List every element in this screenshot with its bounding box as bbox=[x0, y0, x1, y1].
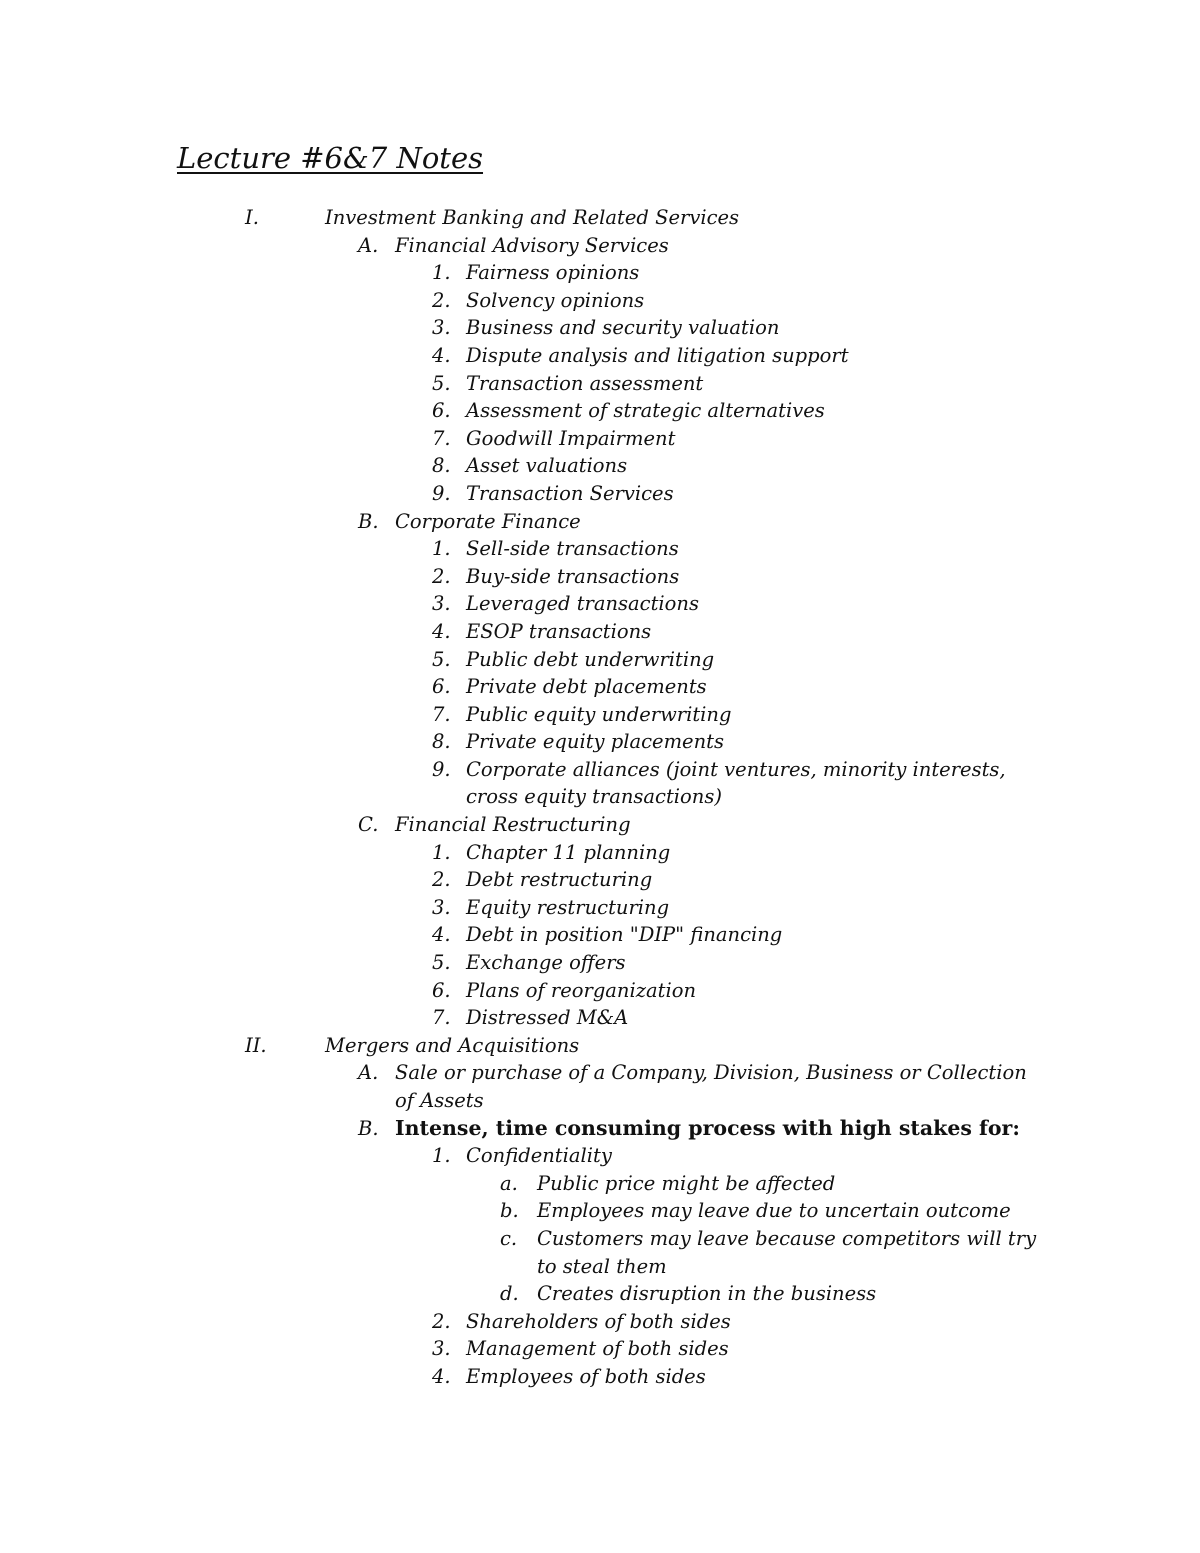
outline-item-level-3 bbox=[0, 1142, 1200, 1170]
outline-text: Sale or purchase of a Company, Division, Business or Collection bbox=[395, 1061, 1027, 1085]
outline-item-level-3 bbox=[0, 728, 1200, 756]
outline-marker: 9. bbox=[432, 481, 451, 505]
outline-text: Shareholders of both sides bbox=[466, 1309, 731, 1333]
outline-item-level-4 bbox=[0, 1225, 1200, 1253]
outline-text: Intense, time consuming process with high stakes for: bbox=[395, 1115, 1020, 1140]
outline-marker: 2. bbox=[432, 1309, 451, 1333]
outline-text: Leveraged transactions bbox=[466, 592, 699, 616]
outline-item-level-1 bbox=[0, 1032, 1200, 1060]
outline-marker: a. bbox=[500, 1171, 518, 1195]
outline-marker: B. bbox=[358, 1116, 379, 1140]
outline-item-level-4 bbox=[0, 1280, 1200, 1308]
outline-text: of Assets bbox=[395, 1089, 484, 1112]
outline-marker: A. bbox=[358, 233, 379, 257]
outline-marker: d. bbox=[500, 1282, 519, 1306]
outline-text: Transaction Services bbox=[466, 481, 674, 505]
outline-list bbox=[0, 204, 1200, 1391]
outline-text: Creates disruption in the business bbox=[537, 1282, 877, 1306]
outline-item-level-3 bbox=[0, 701, 1200, 729]
outline-text: Exchange offers bbox=[466, 951, 626, 975]
outline-item-level-3 bbox=[0, 1363, 1200, 1391]
outline-text: Assessment of strategic alternatives bbox=[466, 399, 825, 423]
outline-item-level-3 bbox=[0, 866, 1200, 894]
outline-text: Debt in position "DIP" financing bbox=[466, 923, 783, 947]
page-title: Lecture #6&7 Notes bbox=[177, 141, 484, 175]
outline-text: Customers may leave because competitors will try bbox=[537, 1226, 1037, 1250]
outline-marker: 1. bbox=[432, 1144, 451, 1168]
outline-item-level-3 bbox=[0, 480, 1200, 508]
outline-marker: 8. bbox=[432, 454, 451, 478]
outline-item-level-4 bbox=[0, 1253, 1200, 1281]
outline-item-level-3 bbox=[0, 1308, 1200, 1336]
outline-item-level-2 bbox=[0, 1087, 1200, 1115]
outline-marker: 5. bbox=[432, 371, 451, 395]
outline-text: Goodwill Impairment bbox=[466, 426, 676, 450]
outline-item-level-3 bbox=[0, 1004, 1200, 1032]
outline-text: Solvency opinions bbox=[466, 288, 645, 312]
outline-item-level-3 bbox=[0, 783, 1200, 811]
outline-item-level-2 bbox=[0, 232, 1200, 260]
outline-marker: 3. bbox=[432, 316, 451, 340]
outline-item-level-3 bbox=[0, 342, 1200, 370]
outline-marker: 2. bbox=[432, 564, 451, 588]
outline-text: Employees of both sides bbox=[466, 1364, 706, 1388]
outline-item-level-2 bbox=[0, 508, 1200, 536]
outline-text: Financial Advisory Services bbox=[395, 233, 669, 257]
outline-marker: c. bbox=[500, 1226, 518, 1250]
outline-text: Transaction assessment bbox=[466, 371, 704, 395]
outline-marker: 8. bbox=[432, 730, 451, 754]
outline-marker: 1. bbox=[432, 840, 451, 864]
outline-text: Sell-side transactions bbox=[466, 537, 679, 561]
outline-marker: 9. bbox=[432, 757, 451, 781]
outline-text: Equity restructuring bbox=[466, 895, 670, 919]
outline-marker: 4. bbox=[432, 619, 451, 643]
outline-text: Management of both sides bbox=[466, 1337, 729, 1361]
outline-marker: 2. bbox=[432, 288, 451, 312]
outline-item-level-3 bbox=[0, 425, 1200, 453]
outline-item-level-3 bbox=[0, 259, 1200, 287]
outline-text: Plans of reorganization bbox=[466, 978, 697, 1002]
outline-item-level-2 bbox=[0, 1059, 1200, 1087]
outline-marker: 7. bbox=[432, 426, 451, 450]
outline-item-level-3 bbox=[0, 1335, 1200, 1363]
outline-marker: 3. bbox=[432, 895, 451, 919]
outline-item-level-2 bbox=[0, 1115, 1200, 1143]
outline-marker: 6. bbox=[432, 978, 451, 1002]
outline-marker: 1. bbox=[432, 537, 451, 561]
outline-item-level-3 bbox=[0, 673, 1200, 701]
outline-text: Dispute analysis and litigation support bbox=[466, 343, 849, 367]
outline-item-level-3 bbox=[0, 756, 1200, 784]
outline-item-level-3 bbox=[0, 314, 1200, 342]
outline-text: Employees may leave due to uncertain outcome bbox=[537, 1199, 1011, 1223]
outline-text: to steal them bbox=[537, 1254, 667, 1278]
outline-item-level-1 bbox=[0, 204, 1200, 232]
outline-item-level-3 bbox=[0, 921, 1200, 949]
outline-text: Public debt underwriting bbox=[466, 647, 715, 671]
outline-text: cross equity transactions) bbox=[466, 785, 722, 809]
outline-item-level-3 bbox=[0, 618, 1200, 646]
outline-marker: II. bbox=[245, 1033, 267, 1057]
outline-text: Corporate Finance bbox=[395, 509, 581, 533]
outline-text: Investment Banking and Related Services bbox=[325, 206, 740, 229]
outline-marker: 5. bbox=[432, 647, 451, 671]
outline-text: Public equity underwriting bbox=[466, 702, 732, 726]
outline-text: Confidentiality bbox=[466, 1144, 612, 1168]
outline-marker: 5. bbox=[432, 951, 451, 975]
outline-item-level-3 bbox=[0, 563, 1200, 591]
outline-item-level-4 bbox=[0, 1197, 1200, 1225]
outline-marker: 6. bbox=[432, 675, 451, 699]
outline-item-level-3 bbox=[0, 590, 1200, 618]
outline-text: Asset valuations bbox=[466, 454, 628, 478]
outline-text: ESOP transactions bbox=[466, 619, 652, 643]
outline-item-level-3 bbox=[0, 894, 1200, 922]
outline-marker: 4. bbox=[432, 343, 451, 367]
outline-item-level-3 bbox=[0, 452, 1200, 480]
outline-text: Buy-side transactions bbox=[466, 564, 680, 588]
outline-marker: 3. bbox=[432, 592, 451, 616]
outline-text: Private debt placements bbox=[466, 675, 707, 699]
outline-text: Chapter 11 planning bbox=[466, 840, 671, 864]
outline-item-level-4 bbox=[0, 1170, 1200, 1198]
outline-marker: b. bbox=[500, 1199, 519, 1223]
outline-marker: 4. bbox=[432, 923, 451, 947]
outline-marker: 3. bbox=[432, 1337, 451, 1361]
outline-text: Financial Restructuring bbox=[395, 813, 631, 837]
outline-item-level-3 bbox=[0, 977, 1200, 1005]
outline-marker: C. bbox=[358, 813, 379, 837]
outline-marker: 7. bbox=[432, 1006, 451, 1030]
outline-text: Mergers and Acquisitions bbox=[325, 1033, 580, 1057]
outline-marker: 4. bbox=[432, 1364, 451, 1388]
outline-text: Corporate alliances (joint ventures, minority interests, bbox=[466, 757, 1006, 781]
outline-item-level-3 bbox=[0, 397, 1200, 425]
outline-text: Public price might be affected bbox=[537, 1171, 836, 1195]
outline-item-level-3 bbox=[0, 839, 1200, 867]
outline-marker: A. bbox=[358, 1061, 379, 1085]
outline-item-level-3 bbox=[0, 535, 1200, 563]
outline-marker: 7. bbox=[432, 702, 451, 726]
outline-item-level-3 bbox=[0, 949, 1200, 977]
outline-item-level-2 bbox=[0, 811, 1200, 839]
outline-marker: I. bbox=[245, 206, 259, 229]
outline-text: Private equity placements bbox=[466, 730, 725, 754]
outline-text: Debt restructuring bbox=[466, 868, 653, 892]
outline-marker: 6. bbox=[432, 399, 451, 423]
outline-item-level-3 bbox=[0, 646, 1200, 674]
outline-item-level-3 bbox=[0, 287, 1200, 315]
outline-text: Distressed M&A bbox=[466, 1006, 629, 1030]
outline-marker: 2. bbox=[432, 868, 451, 892]
outline-marker: 1. bbox=[432, 261, 451, 285]
outline-marker: B. bbox=[358, 509, 379, 533]
outline-text: Fairness opinions bbox=[466, 261, 640, 285]
outline-text: Business and security valuation bbox=[466, 316, 780, 340]
outline-item-level-3 bbox=[0, 370, 1200, 398]
